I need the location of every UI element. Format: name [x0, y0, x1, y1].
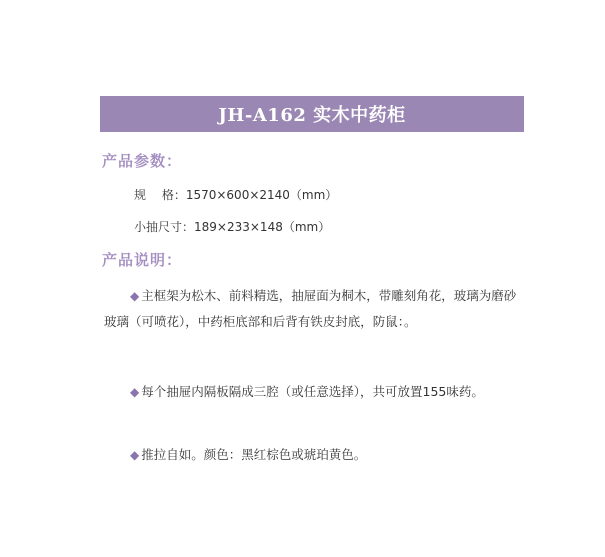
desc-item-text: 主框架为松木、前料精选，抽屉面为桐木，带雕刻角花，玻璃为磨砂玻璃（可喷花），中药柜底部和后背有铁皮封底，防鼠：。: [104, 288, 517, 329]
spec-drawer-value: 189×233×148（mm）: [194, 220, 331, 234]
spec-drawer-label: 小抽尺寸：: [134, 220, 195, 234]
diamond-bullet-icon: ◆: [130, 448, 140, 462]
desc-item-1: [104, 283, 524, 334]
desc-item-2: [104, 379, 524, 405]
desc-item-text: 每个抽屉内隔板隔成三腔（或任意选择），共可放置155味药。: [141, 384, 484, 399]
desc-item-3: [104, 442, 524, 468]
product-params-heading: 产品参数：: [102, 152, 183, 170]
spec-size-value: 1570×600×2140（mm）: [185, 188, 338, 202]
page-title: JH-A162 实木中药柜: [100, 96, 524, 132]
diamond-bullet-icon: ◆: [130, 385, 140, 399]
diamond-bullet-icon: ◆: [130, 289, 140, 303]
spec-drawer-line: [134, 218, 330, 235]
product-desc-heading: 产品说明：: [102, 251, 183, 269]
spec-size-label: 规 格：: [134, 188, 186, 202]
desc-item-text: 推拉自如。颜色：黑红棕色或琥珀黄色。: [141, 447, 367, 462]
spec-size-line: [134, 186, 337, 203]
